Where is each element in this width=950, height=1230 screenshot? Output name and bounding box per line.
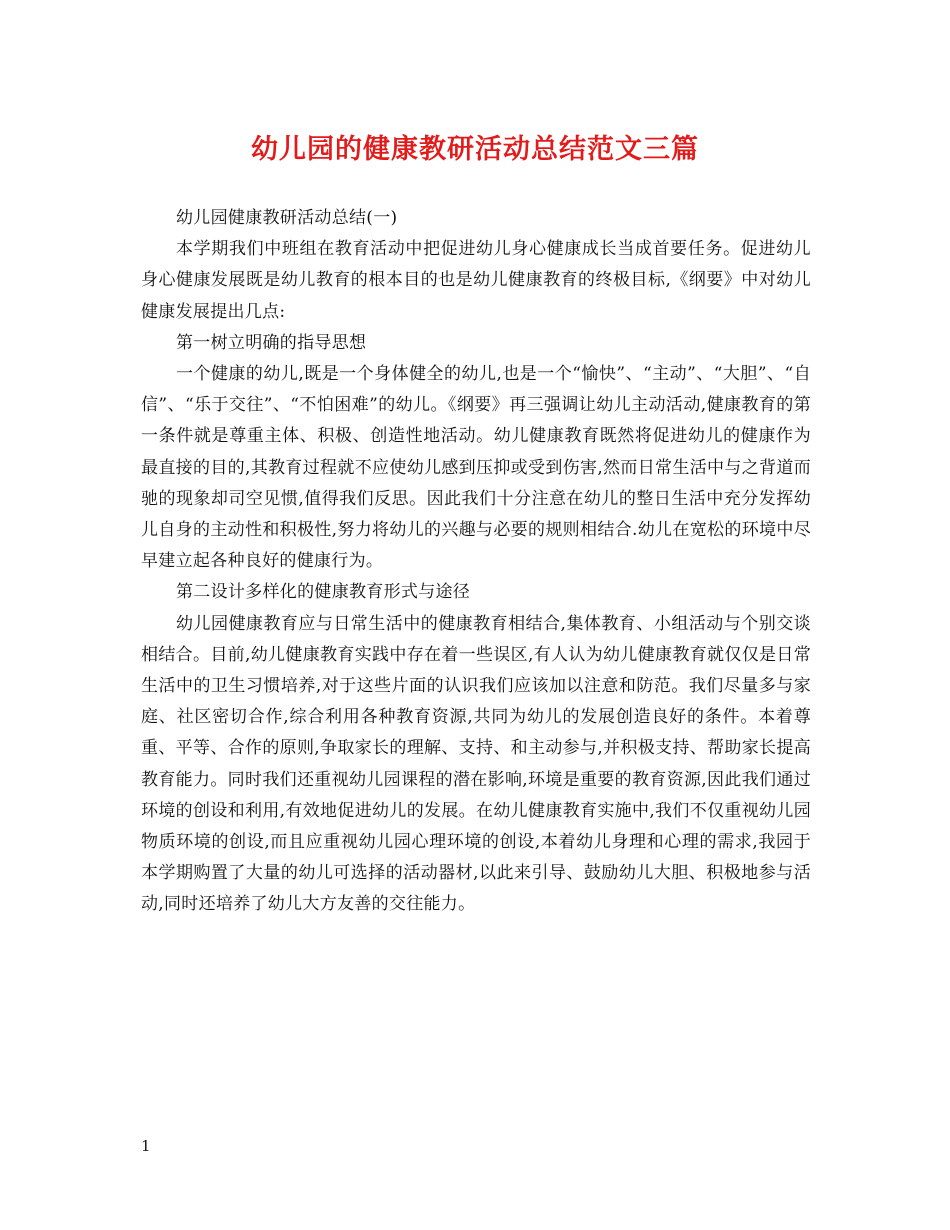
body-paragraph: 幼儿园健康教育应与日常生活中的健康教育相结合,集体教育、小组活动与个别交谈相结合。目前,幼儿健康教育实践中存在着一些误区,有人认为幼儿健康教育就仅仅是日常生活中的卫生习惯培养,对于这些片面的认识我们应该加以注意和防范。我们尽量多与家庭、社区密切合作,综合利用各种教育资源,共同为幼儿的发展创造良好的条件。本着尊重、平等、合作的原则,争取家长的理解、支持、和主动参与,并积极支持、帮助家长提高教育能力。同时我们还重视幼儿园课程的潜在影响,环境是重要的教育资源,因此我们通过环境的创设和利用,有效地促进幼儿的发展。在幼儿健康教育实施中,我们不仅重视幼儿园物质环境的创设,而且应重视幼儿园心理环境的创设,本着幼儿身理和心理的需求,我园于本学期购置了大量的幼儿可选择的活动器材,以此来引导、鼓励幼儿大胆、积极地参与活动,同时还培养了幼儿大方友善的交往能力。 (141, 613, 811, 915)
body-paragraph: 本学期我们中班组在教育活动中把促进幼儿身心健康成长当成首要任务。促进幼儿身心健康发展既是幼儿教育的根本目的也是幼儿健康教育的终极目标,《纲要》中对幼儿健康发展提出几点: (141, 239, 811, 322)
subsection-heading: 第二设计多样化的健康教育形式与途径 (176, 582, 471, 603)
document-title: 幼儿园的健康教研活动总结范文三篇 (251, 134, 699, 165)
body-paragraph: 一个健康的幼儿,既是一个身体健全的幼儿,也是一个“愉快”、“主动”、“大胆”、“自信”、“乐于交往”、“不怕困难”的幼儿。《纲要》再三强调让幼儿主动活动,健康教育的第一条件就是尊重主体、积极、创造性地活动。幼儿健康教育既然将促进幼儿的健康作为最直接的目的,其教育过程就不应使幼儿感到压抑或受到伤害,然而日常生活中与之背道而驰的现象却司空见惯,值得我们反思。因此我们十分注意在幼儿的整日生活中充分发挥幼儿自身的主动性和积极性,努力将幼儿的兴趣与必要的规则相结合.幼儿在宽松的环境中尽早建立起各种良好的健康行为。 (141, 364, 811, 572)
section-heading: 幼儿园健康教研活动总结(一) (176, 208, 398, 228)
document-body (141, 203, 811, 921)
subsection-heading: 第一树立明确的指导思想 (176, 332, 367, 353)
page-number: 1 (141, 1137, 151, 1155)
